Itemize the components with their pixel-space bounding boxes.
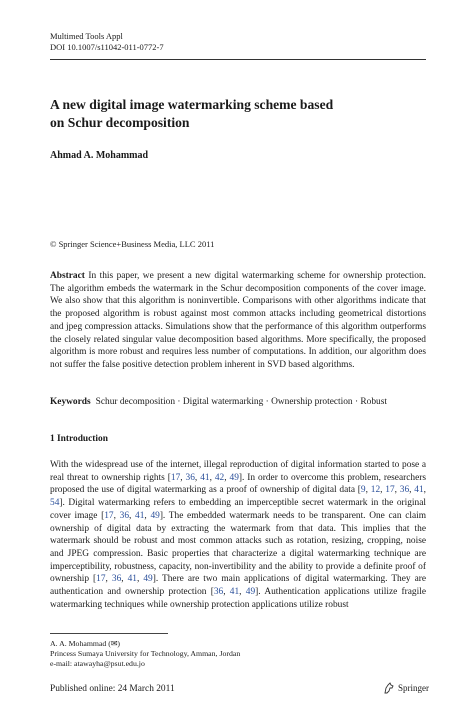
citation-link[interactable]: 49: [245, 587, 256, 598]
citation-group: 17, 36, 41, 42, 49: [170, 472, 239, 483]
citation-link[interactable]: 49: [229, 472, 239, 483]
citation-link[interactable]: 41: [135, 510, 145, 521]
citation-group: 9, 12, 17, 36, 41, 54: [50, 485, 427, 509]
citation-link[interactable]: 36: [213, 587, 224, 598]
citation-link[interactable]: 41: [414, 485, 424, 496]
doi: DOI 10.1007/s11042-011-0772-7: [50, 42, 164, 52]
citation-link[interactable]: 12: [370, 485, 381, 496]
copyright-notice: © Springer Science+Business Media, LLC 2011: [50, 239, 215, 249]
citation-link[interactable]: 49: [143, 574, 153, 585]
keywords: [50, 397, 387, 407]
citation-link[interactable]: 41: [127, 574, 137, 585]
citation-link[interactable]: 36: [185, 472, 195, 483]
intro-paragraph: [50, 459, 426, 611]
citation-link[interactable]: 49: [150, 510, 160, 521]
citation-link[interactable]: 17: [104, 510, 114, 521]
publisher-name: Springer: [398, 683, 429, 693]
intro-text: With the widespread use of the internet, illegal reproduction of digital information started to pose a real threat to ownership rights [: [50, 460, 426, 483]
intro-text: ]. Authentication applications utilize fragile watermarking techniques while ownership protection applications utilize robust: [50, 587, 426, 610]
citation-link[interactable]: 36: [399, 485, 410, 496]
footnote-email: e-mail: atawayha@psut.edu.jo: [50, 659, 145, 668]
footnote-affiliation: Princess Sumaya University for Technology, Amman, Jordan: [50, 649, 241, 658]
citation-group: 17, 36, 41, 49: [104, 510, 160, 521]
journal-name: Multimed Tools Appl: [50, 31, 123, 41]
springer-horse-icon: [383, 682, 395, 694]
section-heading: 1 Introduction: [50, 434, 108, 444]
abstract: [50, 270, 426, 372]
citation-link[interactable]: 17: [170, 472, 181, 483]
citation-link[interactable]: 36: [119, 510, 129, 521]
title-line-2: on Schur decomposition: [50, 115, 190, 130]
citation-group: 17, 36, 41, 49: [96, 574, 153, 585]
intro-text: ]. In order to overcome this problem, researchers proposed the use of digital watermarking as a proof of ownership of digital data [: [50, 472, 427, 496]
author-name: Ahmad A. Mohammad: [50, 150, 149, 161]
abstract-label: Abstract: [50, 271, 85, 281]
paper-title: [50, 96, 430, 132]
intro-text: ]. Digital watermarking refers to embedding an imperceptible secret watermark in the original cover image [: [50, 498, 426, 521]
footnote-author: A. A. Mohammad (✉): [50, 639, 120, 648]
citation-link[interactable]: 17: [385, 485, 395, 496]
title-line-1: A new digital image watermarking scheme based: [50, 97, 334, 112]
citation-link[interactable]: 54: [50, 498, 60, 509]
citation-link[interactable]: 9: [360, 485, 366, 496]
intro-text: ]. The embedded watermark needs to be transparent. One can claim ownership of digital data by extracting the watermark from that data. This implies that the watermark should be robust and most common attacks such as rotation, resizing, cropping, noise and JPEG compression. Basic properties that characterize a digital watermarking technique are imperceptibility, robustness, capacity, non-invertibility and the ability to provide a definite proof of ownership [: [50, 510, 427, 585]
citation-link[interactable]: 17: [96, 574, 106, 585]
citation-link[interactable]: 36: [111, 574, 122, 585]
intro-text: ]. There are two main applications of digital watermarking. They are authentication and ownership protection [: [50, 574, 427, 598]
publisher-logo: [383, 682, 429, 694]
published-date: Published online: 24 March 2011: [50, 684, 175, 694]
keywords-label: Keywords: [50, 397, 91, 407]
citation-link[interactable]: 41: [200, 472, 210, 483]
citation-link[interactable]: 41: [229, 587, 240, 598]
abstract-text: In this paper, we present a new digital watermarking scheme for ownership protection. The algorithm embeds the watermark in the Schur decomposition components of the cover image. We also show that this algorithm is noninvertible. Comparisons with other algorithms indicate that the proposed algorithm is robust against most common attacks including geometrical distortions and jpeg compression attacks. Simulations show that the performance of this algorithm outperforms the closely related singular value decomposition based algorithms. More specifically, the proposed algorithm is more robust and requires less number of computations. In addition, our algorithm does not suffer the false positive detection problem inherent in SVD based algorithms.: [50, 271, 427, 370]
footnote-rule: [50, 633, 168, 634]
header-rule: [50, 59, 426, 60]
citation-link[interactable]: 42: [214, 472, 225, 483]
keywords-text: Schur decomposition · Digital watermarking · Ownership protection · Robust: [95, 397, 387, 407]
citation-group: 36, 41, 49: [213, 587, 256, 598]
